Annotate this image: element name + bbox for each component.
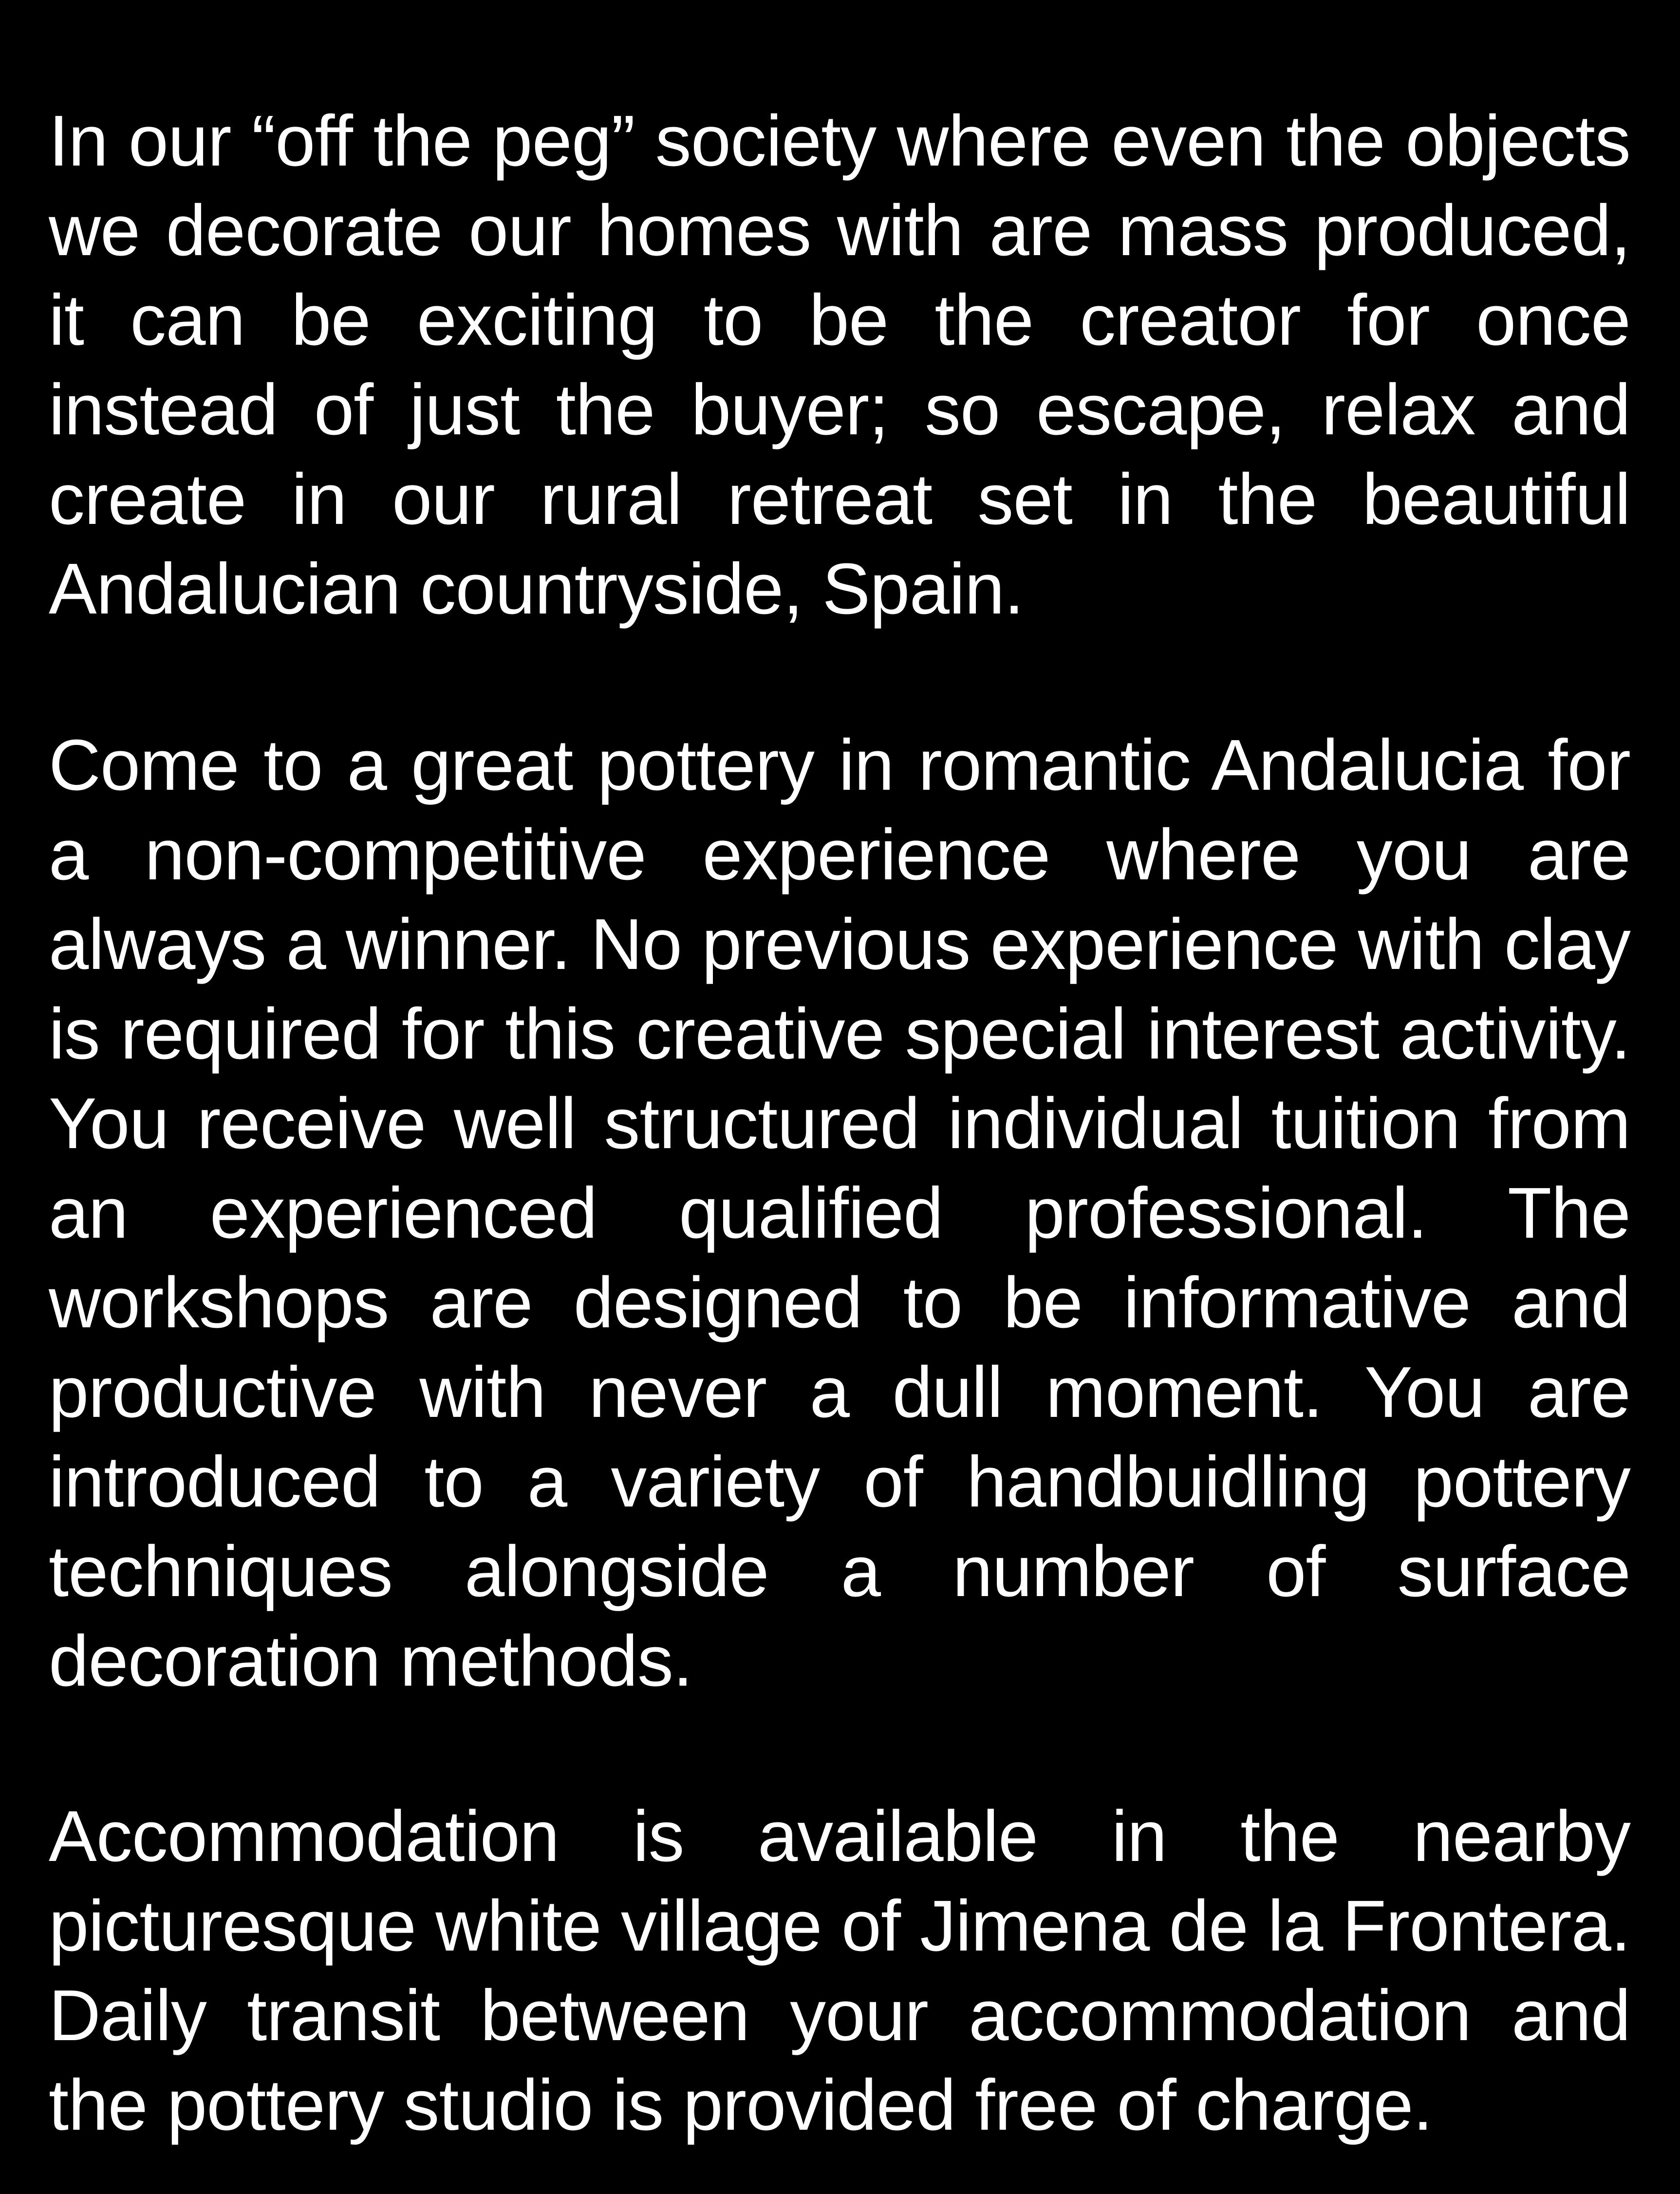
workshop-paragraph: Come to a great pottery in romantic Andalucia for a non-competitive experience where you are always a winner. No previous experience with clay is required for this creative special interest activity. You receive well structured individual tuition from an experienced qualified professional. The workshops are designed to be informative and productive with never a dull moment. You are introduced to a variety of handbuidling pottery techniques alongside a number of surface decoration methods.	[49, 725, 1630, 1701]
accommodation-paragraph: Accommodation is available in the nearby picturesque white village of Jimena de la Frontera. Daily transit between your accommodation and the pottery studio is provided free of charge.	[49, 1796, 1630, 2145]
intro-paragraph: In our “off the peg” society where even the objects we decorate our homes with are mass produced, it can be exciting to be the creator for once instead of just the buyer; so escape, relax and create in our rural retreat set in the beautiful Andalucian countryside, Spain.	[49, 101, 1630, 629]
